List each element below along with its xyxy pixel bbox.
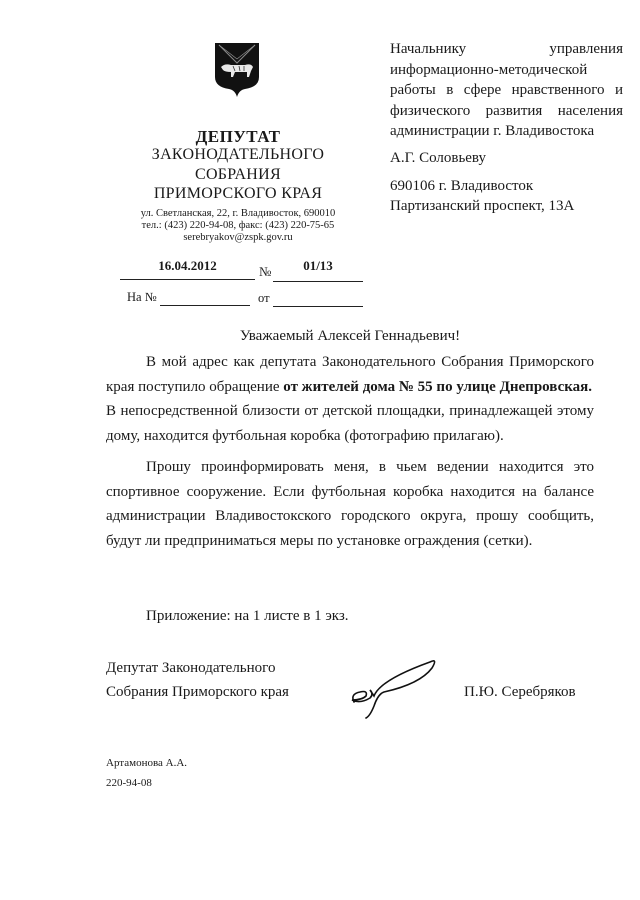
executor-info xyxy=(106,753,187,793)
from-blank xyxy=(273,306,363,307)
text-line: В мой адрес как депутата Законодательного Собрания Приморского xyxy=(146,354,594,370)
recipient-position-line: информационно-методической xyxy=(390,61,588,78)
recipient-position xyxy=(390,39,623,142)
scan-artifact xyxy=(47,318,61,321)
signer-title-line: Собрания Приморского края xyxy=(106,684,289,700)
letterhead-line: ПРИМОРСКОГО КРАЯ xyxy=(153,185,323,202)
paragraph-1 xyxy=(106,350,594,448)
recipient-position-line: работы в сфере нравственного и xyxy=(390,82,623,98)
text-line: дому, находится футбольная коробка (фотографию прилагаю). xyxy=(106,427,504,444)
recipient-position-line: Начальнику управления xyxy=(390,41,623,57)
letterhead-title: ДЕПУТАТ xyxy=(195,127,281,146)
paragraph-2 xyxy=(106,455,594,553)
letterhead-email[interactable]: serebryakov@zspk.gov.ru xyxy=(183,232,293,243)
text-line: администрации Владивостокского городского округа, прошу сообщить, xyxy=(106,508,594,525)
text-line: будут ли предприниматься меры по установке ограждения (сетки). xyxy=(106,532,533,549)
text-line: Прошу проинформировать меня, в чьем ведении находится это xyxy=(146,459,594,475)
from-label: от xyxy=(258,291,270,305)
recipient-position-line: физического развития населения xyxy=(390,102,623,119)
letterhead-phones: тел.: (423) 220-94-08, факс: (423) 220-75-65 xyxy=(141,220,335,231)
text-line: спортивное сооружение. Если футбольная коробка находится на балансе xyxy=(106,483,594,500)
greeting: Уважаемый Алексей Геннадьевич! xyxy=(239,328,461,344)
executor-name: Артамонова А.А. xyxy=(106,757,188,769)
text-line: В непосредственной близости от детской площадки, принадлежащей этому xyxy=(106,403,594,420)
letterhead-line: СОБРАНИЯ xyxy=(194,166,281,183)
handwritten-signature xyxy=(340,650,440,720)
number-label: № xyxy=(259,264,272,279)
postal-line: 690106 г. Владивосток xyxy=(390,178,534,194)
letterhead-address: ул. Светланская, 22, г. Владивосток, 690010 xyxy=(140,208,336,219)
highlighted-text: от жителей дома № 55 по улице Днепровская. xyxy=(283,378,593,395)
coat-of-arms-emblem xyxy=(211,41,263,99)
outgoing-number: 01/13 xyxy=(303,258,333,273)
reply-to-blank xyxy=(160,305,250,306)
number-underline xyxy=(273,281,363,282)
signer-title-line: Депутат Законодательного xyxy=(106,660,276,676)
date-underline xyxy=(120,279,255,280)
reply-to-label: На № xyxy=(127,290,157,304)
recipient-postal-address xyxy=(390,176,623,216)
outgoing-date: 16.04.2012 xyxy=(158,258,217,273)
letterhead-line: ЗАКОНОДАТЕЛЬНОГО xyxy=(151,146,325,163)
recipient-position-line: администрации г. Владивостока xyxy=(390,123,595,139)
attachment-note: Приложение: на 1 листе в 1 экз. xyxy=(146,608,349,624)
postal-line: Партизанский проспект, 13А xyxy=(390,198,575,214)
text-line: края поступило обращение xyxy=(106,378,284,395)
signer-name: П.Ю. Серебряков xyxy=(464,684,576,700)
executor-phone: 220-94-08 xyxy=(106,777,152,789)
recipient-name: А.Г. Соловьеву xyxy=(390,150,487,166)
